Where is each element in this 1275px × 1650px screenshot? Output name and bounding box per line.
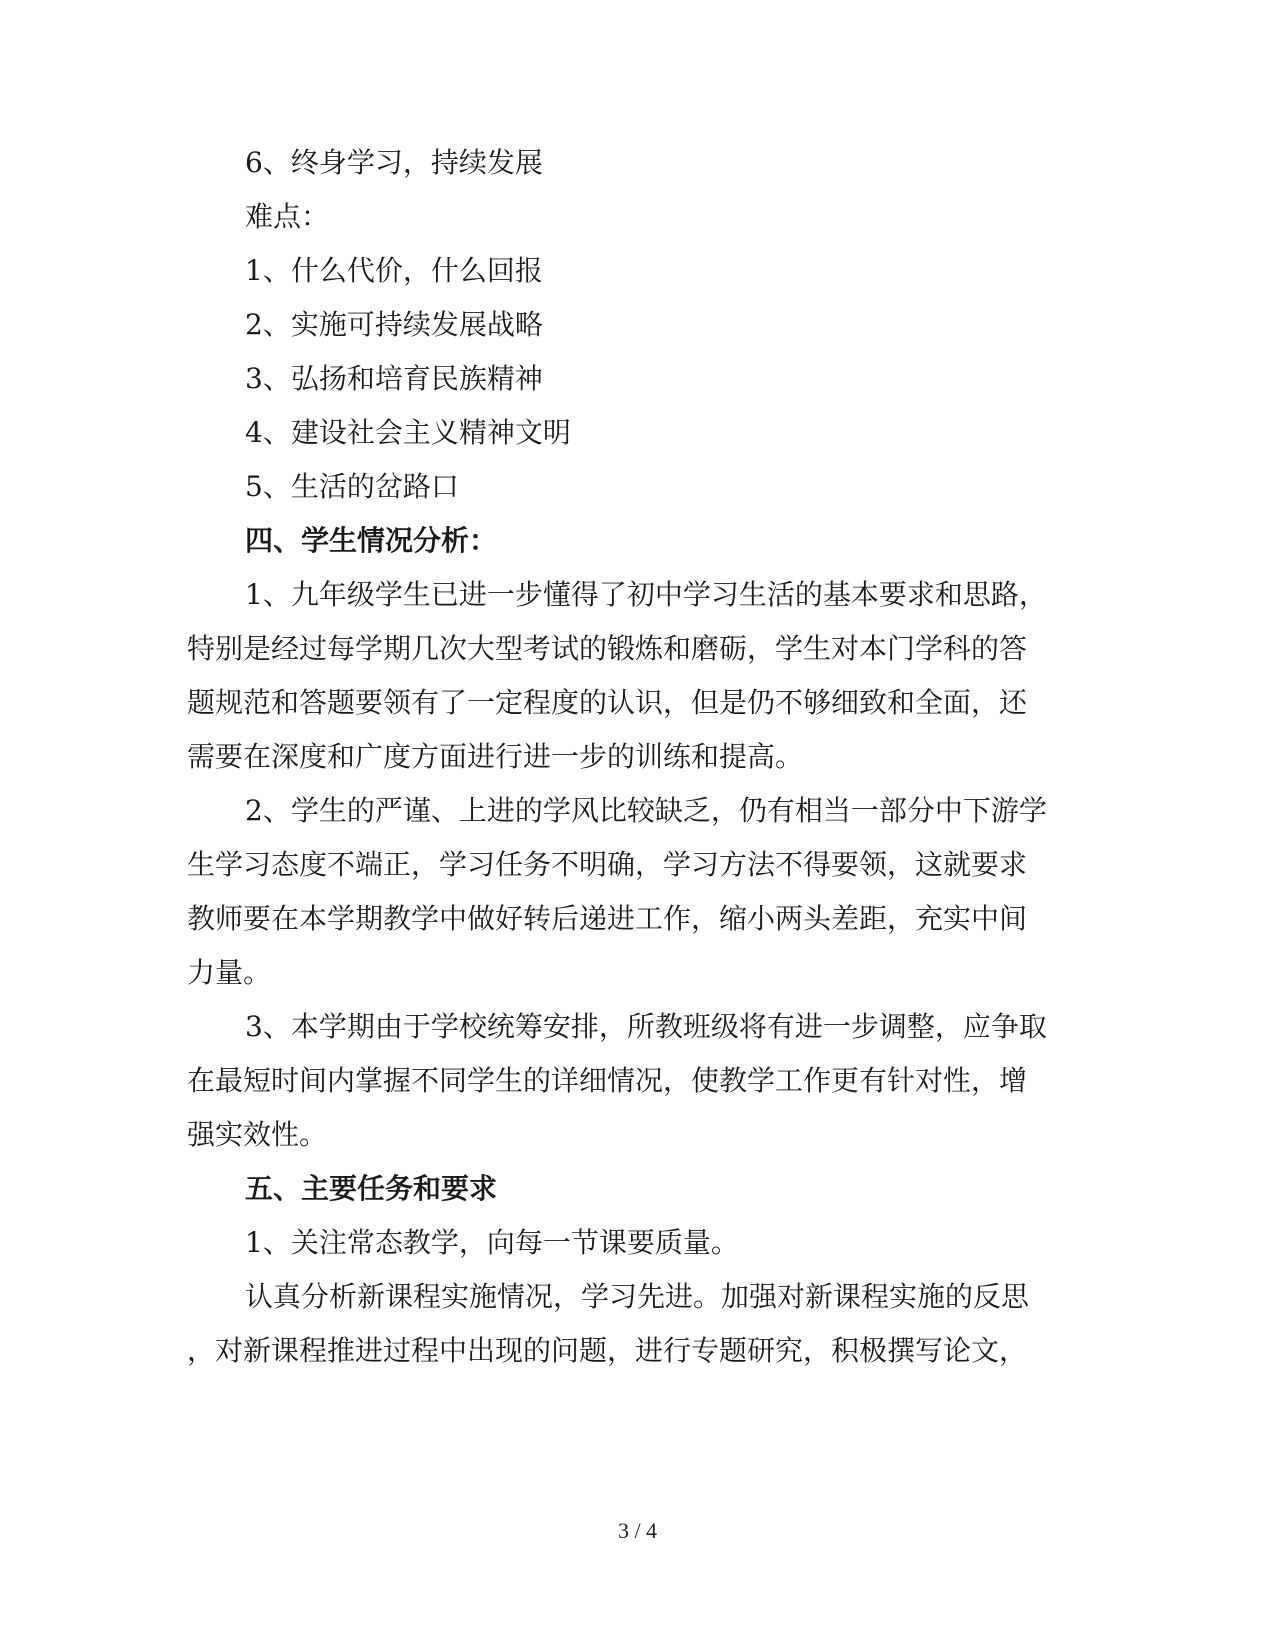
paragraph-line: 特别是经过每学期几次大型考试的锻炼和磨砺，学生对本门学科的答 xyxy=(187,632,1028,665)
list-item: 4、建设社会主义精神文明 xyxy=(245,416,571,449)
paragraph-line: 题规范和答题要领有了一定程度的认识，但是仍不够细致和全面，还 xyxy=(187,686,1028,719)
paragraph-line: 教师要在本学期教学中做好转后递进工作，缩小两头差距，充实中间 xyxy=(187,902,1028,935)
paragraph-line: 需要在深度和广度方面进行进一步的训练和提高。 xyxy=(187,740,804,773)
paragraph-line: 3、本学期由于学校统筹安排，所教班级将有进一步调整，应争取 xyxy=(245,1010,1047,1043)
paragraph-line: ，对新课程推进过程中出现的问题，进行专题研究，积极撰写论文， xyxy=(187,1334,1028,1367)
paragraph-line: 在最短时间内掌握不同学生的详细情况，使教学工作更有针对性，增 xyxy=(187,1064,1028,1097)
section-label: 难点： xyxy=(245,200,330,233)
paragraph-line: 认真分析新课程实施情况，学习先进。加强对新课程实施的反思 xyxy=(245,1280,1030,1313)
section-heading: 五、主要任务和要求 xyxy=(245,1172,498,1205)
paragraph-line: 强实效性。 xyxy=(187,1118,328,1151)
paragraph-line: 2、学生的严谨、上进的学风比较缺乏，仍有相当一部分中下游学 xyxy=(245,794,1047,827)
page-number: 3 / 4 xyxy=(617,1518,658,1543)
paragraph-line: 生学习态度不端正，学习任务不明确，学习方法不得要领，这就要求 xyxy=(187,848,1028,881)
list-item: 2、实施可持续发展战略 xyxy=(245,308,543,341)
list-item: 3、弘扬和培育民族精神 xyxy=(245,362,543,395)
list-item: 5、生活的岔路口 xyxy=(245,470,459,503)
list-item: 1、什么代价，什么回报 xyxy=(245,254,543,287)
section-heading: 四、学生情况分析： xyxy=(245,524,498,557)
paragraph-line: 力量。 xyxy=(187,956,272,989)
paragraph-line: 1、九年级学生已进一步懂得了初中学习生活的基本要求和思路， xyxy=(245,578,1047,611)
list-item: 6、终身学习，持续发展 xyxy=(245,146,543,179)
list-item: 1、关注常态教学，向每一节课要质量。 xyxy=(245,1226,739,1259)
